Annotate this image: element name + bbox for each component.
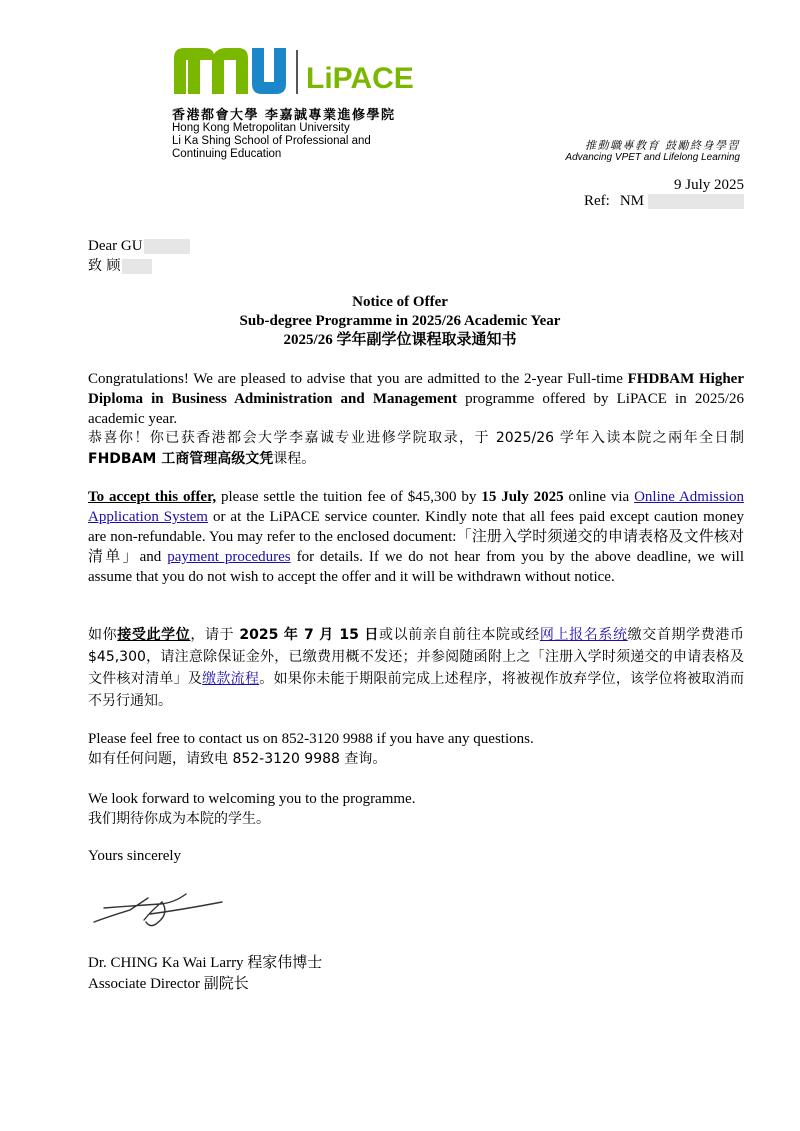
para1-cn-text2: 课程。	[273, 451, 316, 467]
title-line1: Notice of Offer	[352, 294, 448, 310]
name-cn-redaction	[122, 259, 152, 274]
para3-text2: ，请于	[190, 627, 240, 643]
para3-text1: 如你	[88, 627, 118, 643]
programme-name: FHDBAM Higher Diploma in Business Administration and Management	[88, 371, 744, 407]
title-line3: 2025/26 学年副学位课程取录通知书	[283, 332, 517, 348]
closing-en: We look forward to welcoming you to the programme.	[88, 791, 416, 807]
signatory-name: Dr. CHING Ka Wai Larry 程家伟博士	[88, 955, 323, 971]
acceptance-paragraph-cn	[88, 624, 744, 712]
ref-label: Ref:	[584, 193, 610, 209]
logo-name-en-line1: Hong Kong Metropolitan University	[172, 122, 350, 134]
offer-paragraph-en	[88, 369, 744, 429]
sign-off: Yours sincerely	[88, 848, 182, 864]
logo-name-cn: 香港都會大學 李嘉誠專業進修學院	[172, 108, 396, 123]
para1-text2: programme offered by LiPACE in 2025/26 academic year.	[88, 391, 744, 427]
online-admission-link[interactable]: Online Admission Application System	[88, 489, 744, 525]
contact-cn: 如有任何问题，请致电 852-3120 9988 查询。	[88, 751, 387, 767]
contact-en: Please feel free to contact us on 852-3120 9988 if you have any questions.	[88, 731, 534, 747]
ref-prefix: NM	[619, 193, 644, 209]
offer-paragraph-cn	[88, 428, 744, 470]
salutation-en	[88, 236, 744, 256]
closing-cn: 我们期待你成为本院的学生。	[88, 811, 270, 827]
programme-name-cn: FHDBAM 工商管理高级文凭	[88, 451, 274, 467]
online-admission-link-cn[interactable]: 网上报名系统	[539, 627, 628, 643]
name-redaction	[144, 239, 190, 254]
para1-cn-text1: 恭喜你！你已获香港都会大学李嘉诚专业进修学院取录，于 2025/26 学年入读本院之兩年全日制	[88, 430, 744, 446]
deadline-date-cn: 2025 年 7 月 15 日	[239, 627, 379, 643]
logo-u-shape	[252, 48, 286, 94]
para2-text4: for details. If we do not hear from you by the above deadline, we will assume that you do not wish to accept the offer and it will be withdrawn without notice.	[88, 549, 744, 585]
para3-text5: 。如果你未能于期限前完成上述程序，将被视作放弃学位，该学位将被取消而不另行通知。	[88, 671, 745, 709]
para3-text3: 或以前亲自前往本院或经	[378, 627, 540, 643]
logo-brand-text: LiPACE	[306, 62, 414, 95]
logo-name-en-line2: Li Ka Shing School of Professional and	[172, 135, 371, 147]
para2-text2: online via	[563, 489, 635, 505]
salutation-cn-text: 致 顾	[88, 258, 121, 274]
para2-text1: please settle the tuition fee of $45,300 by	[216, 489, 482, 505]
lipace-logo	[172, 44, 432, 164]
signatory-position: Associate Director 副院长	[88, 976, 249, 992]
logo-m-shape	[174, 48, 248, 94]
accept-offer-heading-cn: 接受此学位	[117, 627, 191, 643]
tagline-en: Advancing VPET and Lifelong Learning	[565, 152, 740, 163]
para3-text4: 缴交首期学费港币$45,300，请注意除保证金外，已缴费用概不发还；并参阅随函附上之「注册入学时须递交的申请表格及文件核对清单」及	[88, 627, 745, 687]
logo-name-en-line3: Continuing Education	[172, 148, 282, 160]
payment-procedures-link[interactable]: payment procedures	[167, 549, 291, 565]
payment-procedures-link-cn[interactable]: 缴款流程	[202, 671, 260, 687]
para2-text3: or at the LiPACE service counter. Kindly note that all fees paid except caution money are non-refundable. You may refer to the enclosed document:「注册入学时须递交的申请表格及文件核对清单」and	[88, 509, 744, 565]
ref-redaction	[648, 194, 744, 209]
tagline-cn: 推動職專教育 鼓勵終身學習	[585, 139, 740, 152]
logo-divider	[296, 50, 298, 94]
accept-offer-heading: To accept this offer,	[88, 489, 217, 505]
handwritten-signature	[90, 880, 230, 930]
letter-date: 9 July 2025	[673, 177, 744, 193]
salutation-en-text: Dear GU	[88, 238, 143, 254]
acceptance-paragraph-en	[88, 487, 744, 587]
reference-line	[584, 193, 744, 210]
deadline-date: 15 July 2025	[481, 489, 564, 505]
para1-text1: Congratulations! We are pleased to advise that you are admitted to the 2-year Full-time	[88, 371, 628, 387]
hkmu-logo-mark	[172, 44, 432, 100]
salutation-cn	[88, 256, 744, 276]
title-line2: Sub-degree Programme in 2025/26 Academic Year	[239, 313, 561, 329]
